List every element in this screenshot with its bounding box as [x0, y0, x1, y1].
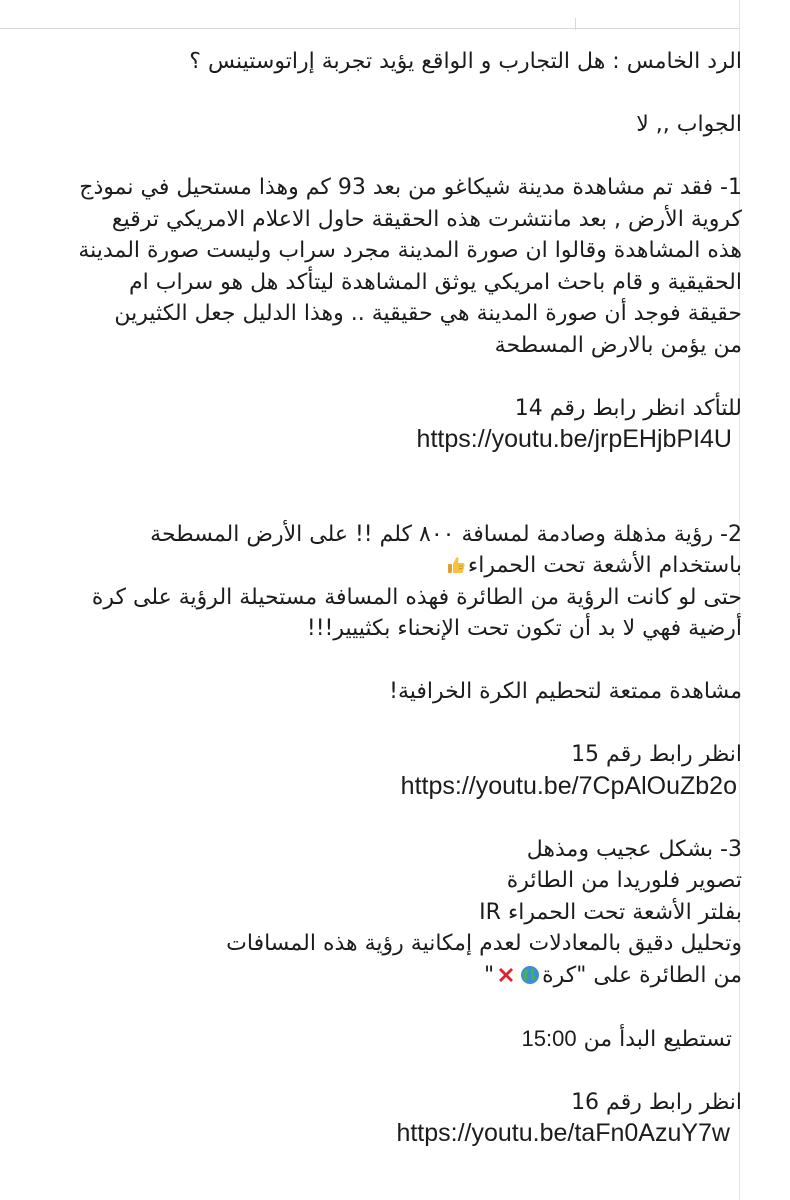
post-heading: الرد الخامس : هل التجارب و الواقع يؤيد تجربة إراتوستينس ؟: [189, 49, 742, 74]
point2-line4: أرضية فهي لا بد أن تكون تحت الإنحناء بكثييير!!!: [306, 616, 742, 641]
point2-enjoy: مشاهدة ممتعة لتحطيم الكرة الخرافية!: [389, 679, 742, 704]
top-divider: [0, 28, 740, 29]
point3-line4: وتحليل دقيق بالمعادلات لعدم إمكانية رؤية هذه المسافات: [226, 931, 742, 956]
top-divider-tick: [575, 18, 576, 30]
point1-ref-label: للتأكد انظر رابط رقم 14: [514, 395, 742, 421]
spacer: [30, 1055, 742, 1087]
answer-line: الجواب ,, لا: [636, 112, 742, 137]
red-x-icon: [496, 965, 516, 985]
thumbs-up-icon: [446, 555, 466, 575]
spacer: [30, 645, 742, 677]
point3-line3: بفلتر الأشعة تحت الحمراء IR: [479, 899, 742, 925]
globe-icon: [520, 965, 540, 985]
point1-line: حقيقة فوجد أن صورة المدينة هي حقيقية .. وهذا الدليل جعل الكثيرين: [114, 301, 742, 326]
point2-line3: حتى لو كانت الرؤية من الطائرة فهذه المسافة مستحيلة الرؤية على كرة: [91, 584, 742, 610]
point1-line: كروية الأرض , بعد مانتشرت هذه الحقيقة حاول الاعلام الامريكي ترقيع: [111, 206, 742, 232]
youtube-link-15[interactable]: https://youtu.be/7CpAlOuZb2o: [400, 771, 737, 800]
point1-line: هذه المشاهدة وقالوا ان صورة المدينة مجرد سراب وليست صورة المدينة: [78, 238, 742, 263]
youtube-link-16[interactable]: https://youtu.be/taFn0AzuY7w: [396, 1119, 730, 1147]
start-time-value: 15:00: [521, 1025, 577, 1051]
point2-line2-text: باستخدام الأشعة تحت الحمراء: [467, 553, 742, 578]
spacer: [30, 991, 742, 1023]
start-prefix: تستطيع البدأ من: [576, 1026, 732, 1052]
point1-line: الحقيقية و قام باحث امريكي يوثق المشاهدة ليتأكد هل هو سراب ام: [129, 269, 742, 295]
point3-line2: تصوير فلوريدا من الطائرة: [506, 868, 742, 893]
spacer: [30, 361, 742, 393]
spacer: [30, 708, 742, 740]
point2-line2: [30, 550, 742, 582]
spacer: [30, 78, 742, 110]
point1-line: 1- فقد تم مشاهدة مدينة شيكاغو من بعد 93 كم وهذا مستحيل في نموذج: [79, 175, 742, 200]
spacer: [30, 802, 742, 834]
point3-line1: 3- بشكل عجيب ومذهل: [526, 836, 742, 862]
spacer: [30, 456, 742, 519]
point2-line1: 2- رؤية مذهلة وصادمة لمسافة ٨٠٠ كلم !! على الأرض المسطحة: [150, 521, 742, 547]
point1-line: من يؤمن بالارض المسطحة: [494, 332, 742, 358]
youtube-link-14[interactable]: https://youtu.be/jrpEHjbPI4U: [416, 425, 732, 453]
point3-ref-label: انظر رابط رقم 16: [571, 1089, 742, 1115]
point2-ref-label: انظر رابط رقم 15: [571, 742, 742, 767]
spacer: [30, 141, 742, 173]
point3-line5-text: من الطائرة على "كرة: [542, 962, 742, 988]
post-body: [30, 46, 742, 1150]
point3-start-time: [30, 1023, 742, 1056]
closing-quote: ": [484, 962, 495, 988]
point3-line5: [30, 960, 742, 992]
